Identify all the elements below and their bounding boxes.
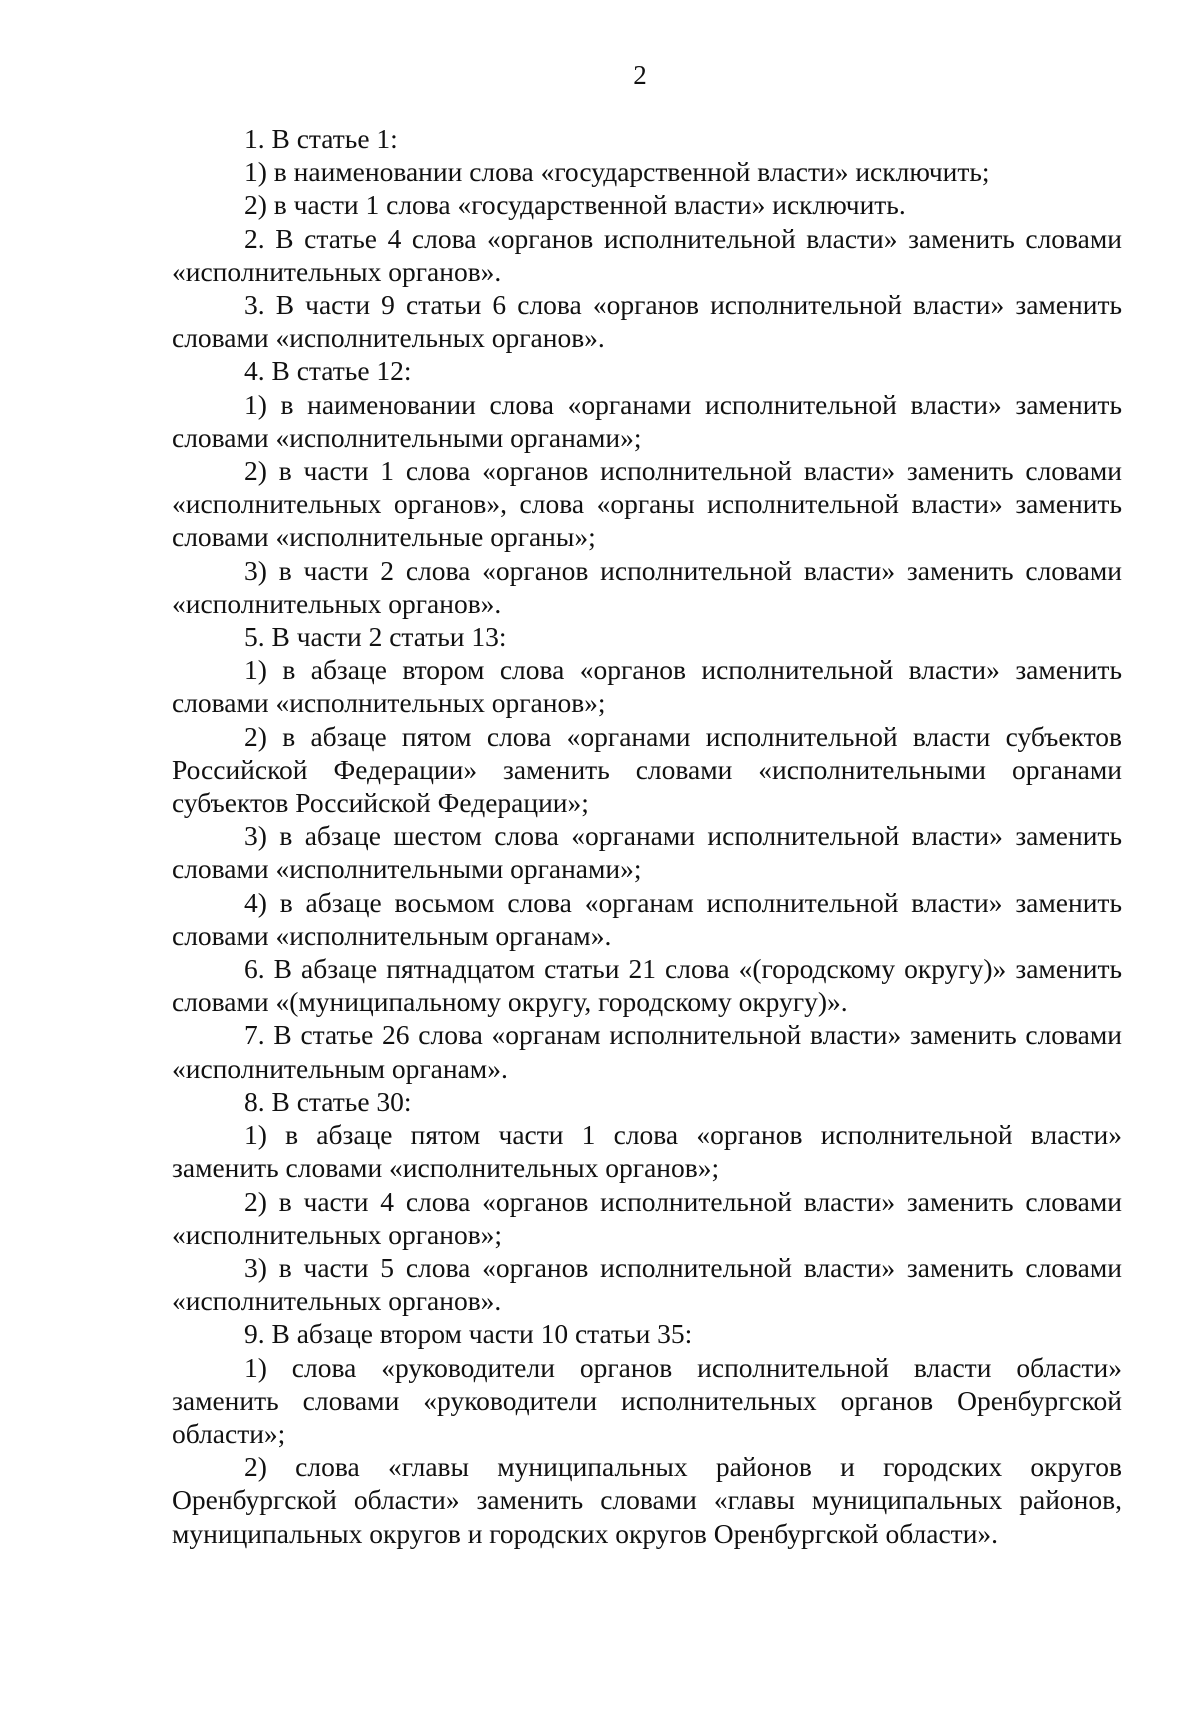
paragraph: 7. В статье 26 слова «органам исполнительной власти» заменить словами «исполнительным органам».: [172, 1019, 1122, 1084]
paragraph: 2) в абзаце пятом слова «органами исполнительной власти субъектов Российской Федерации» заменить словами «исполнительными органами субъектов Российской Федерации»;: [172, 720, 1122, 819]
paragraph: 1) в наименовании слова «органами исполнительной власти» заменить словами «исполнительными органами»;: [172, 388, 1122, 453]
paragraph: 1) слова «руководители органов исполнительной власти области» заменить словами «руководители исполнительных органов Оренбургской области»;: [172, 1351, 1122, 1449]
paragraph: 1) в абзаце пятом части 1 слова «органов исполнительной власти» заменить словами «исполнительных органов»;: [172, 1119, 1122, 1184]
paragraph: 2) слова «главы муниципальных районов и городских округов Оренбургской области» заменить словами «главы муниципальных районов, муниципальных округов и городских округов Оренбургской области».: [172, 1451, 1122, 1549]
paragraph: 3. В части 9 статьи 6 слова «органов исполнительной власти» заменить словами «исполнительных органов».: [172, 289, 1122, 354]
paragraph: 3) в части 2 слова «органов исполнительной власти» заменить словами «исполнительных органов».: [172, 554, 1122, 619]
paragraph: 2) в части 4 слова «органов исполнительной власти» заменить словами «исполнительных органов»;: [172, 1185, 1122, 1250]
document-body: [172, 122, 1122, 1550]
paragraph: 3) в части 5 слова «органов исполнительной власти» заменить словами «исполнительных органов».: [172, 1251, 1122, 1317]
paragraph: 6. В абзаце пятнадцатом статьи 21 слова «(городскому округу)» заменить словами «(муниципальному округу, городскому округу)».: [172, 953, 1122, 1018]
paragraph: 8. В статье 30:: [244, 1085, 412, 1117]
paragraph: 9. В абзаце втором части 10 статьи 35:: [244, 1318, 693, 1350]
paragraph: 5. В части 2 статьи 13:: [244, 621, 507, 653]
paragraph: 4) в абзаце восьмом слова «органам исполнительной власти» заменить словами «исполнительным органам».: [172, 886, 1122, 951]
paragraph: 1. В статье 1:: [244, 123, 398, 154]
paragraph: 3) в абзаце шестом слова «органами исполнительной власти» заменить словами «исполнительными органами»;: [172, 820, 1122, 885]
paragraph: 4. В статье 12:: [244, 355, 412, 387]
paragraph: 2) в части 1 слова «государственной власти» исключить.: [244, 189, 906, 221]
paragraph: 2. В статье 4 слова «органов исполнительной власти» заменить словами «исполнительных органов».: [172, 222, 1122, 287]
paragraph: 1) в абзаце втором слова «органов исполнительной власти» заменить словами «исполнительных органов»;: [172, 654, 1122, 719]
paragraph: 1) в наименовании слова «государственной власти» исключить;: [244, 156, 990, 188]
page-number: 2: [633, 60, 647, 90]
paragraph: 2) в части 1 слова «органов исполнительной власти» заменить словами «исполнительных органов», слова «органы исполнительной власти» заменить словами «исполнительные органы»;: [172, 455, 1122, 553]
